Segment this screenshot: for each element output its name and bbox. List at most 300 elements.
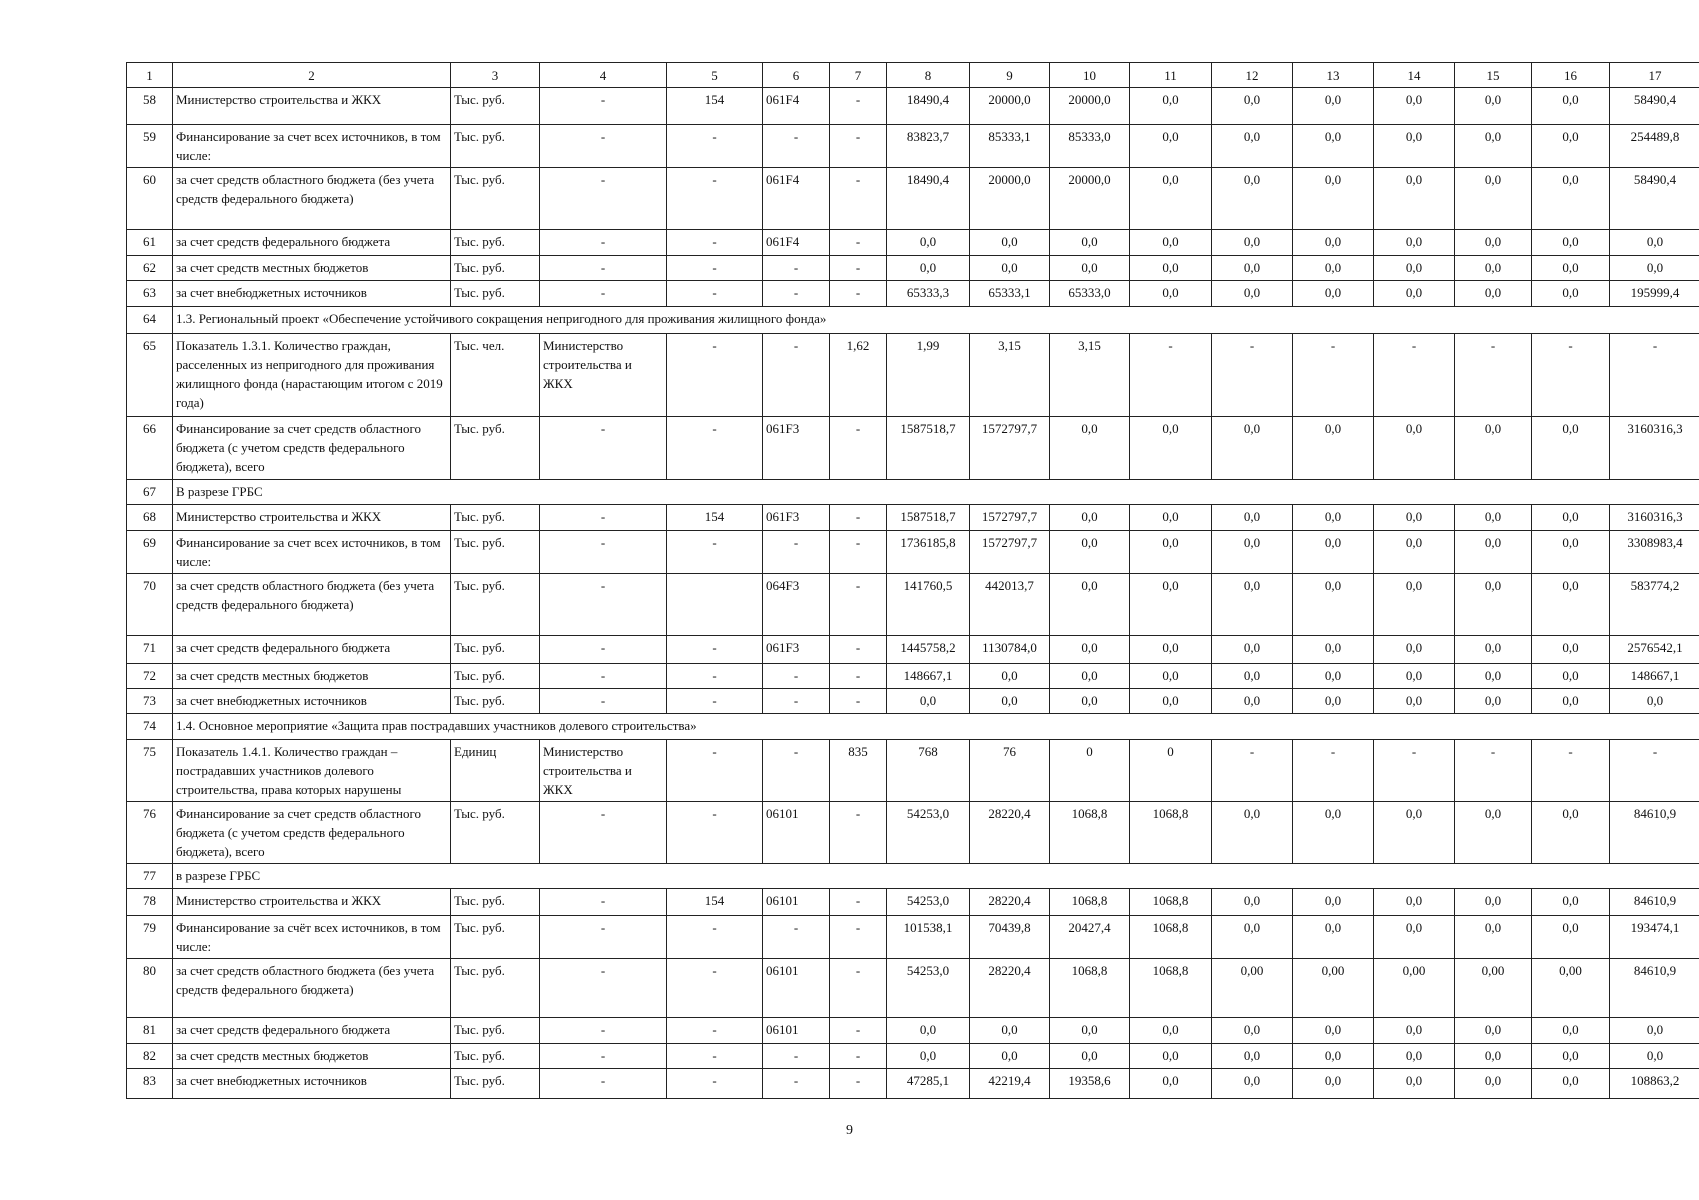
value-cell: 0,0 xyxy=(1532,574,1610,636)
value-cell: 0,0 xyxy=(1050,574,1130,636)
row-number: 69 xyxy=(127,531,173,574)
value-cell: 148667,1 xyxy=(887,664,970,689)
value-cell: 0,0 xyxy=(1050,417,1130,480)
value-cell: 0,0 xyxy=(1050,636,1130,664)
value-cell: 0,0 xyxy=(1130,531,1212,574)
column-number: 4 xyxy=(540,63,667,88)
page-number: 9 xyxy=(846,1123,853,1138)
value-cell: 101538,1 xyxy=(887,916,970,959)
value-cell: 54253,0 xyxy=(887,959,970,1018)
table-row xyxy=(127,636,1699,664)
row-description: Министерство строительства и ЖКХ xyxy=(173,505,451,531)
value-cell: 0,0 xyxy=(1130,1069,1212,1099)
row-description: за счет средств местных бюджетов xyxy=(173,256,451,281)
value-cell: - xyxy=(1610,740,1699,802)
unit-cell: Единиц xyxy=(451,740,540,802)
value-cell: 47285,1 xyxy=(887,1069,970,1099)
column-number: 9 xyxy=(970,63,1050,88)
column-number: 11 xyxy=(1130,63,1212,88)
value-cell: 154 xyxy=(667,889,763,916)
value-cell: 0,0 xyxy=(1455,574,1532,636)
table-row xyxy=(127,664,1699,689)
unit-cell: Тыс. руб. xyxy=(451,417,540,480)
value-cell: 1130784,0 xyxy=(970,636,1050,664)
value-cell: 0,0 xyxy=(970,256,1050,281)
value-cell: 0,0 xyxy=(1293,88,1374,125)
responsible-cell: - xyxy=(540,889,667,916)
code-cell: 06101 xyxy=(763,889,830,916)
value-cell: 0,0 xyxy=(1212,1018,1293,1044)
column-number: 5 xyxy=(667,63,763,88)
row-number: 64 xyxy=(127,307,173,334)
value-cell: 0,0 xyxy=(1455,505,1532,531)
code-cell: - xyxy=(763,1044,830,1069)
value-cell: 0,0 xyxy=(1532,689,1610,714)
value-cell: - xyxy=(1455,740,1532,802)
value-cell: 0,0 xyxy=(1293,168,1374,230)
value-cell: 0,0 xyxy=(1610,230,1699,256)
responsible-cell: - xyxy=(540,531,667,574)
code-cell: - xyxy=(763,125,830,168)
unit-cell: Тыс. руб. xyxy=(451,125,540,168)
value-cell: - xyxy=(830,1018,887,1044)
value-cell: 54253,0 xyxy=(887,802,970,864)
value-cell: 0,0 xyxy=(1455,168,1532,230)
value-cell: 0,0 xyxy=(1293,574,1374,636)
value-cell: 0,0 xyxy=(1455,88,1532,125)
value-cell: 0 xyxy=(1050,740,1130,802)
value-cell: 0,0 xyxy=(1293,636,1374,664)
row-description: Финансирование за счет всех источников, в том числе: xyxy=(173,125,451,168)
value-cell: 0,0 xyxy=(1532,1044,1610,1069)
section-row xyxy=(127,480,1699,505)
value-cell: - xyxy=(1374,334,1455,417)
row-description: Финансирование за счет средств областного бюджета (с учетом средств федерального бюджета), всего xyxy=(173,417,451,480)
value-cell: 0,0 xyxy=(1374,689,1455,714)
value-cell: 0,0 xyxy=(1374,916,1455,959)
value-cell: 0,0 xyxy=(1212,125,1293,168)
value-cell: 0,0 xyxy=(1374,531,1455,574)
table-row xyxy=(127,281,1699,307)
value-cell: 0,0 xyxy=(1130,125,1212,168)
value-cell: - xyxy=(830,256,887,281)
table-row xyxy=(127,889,1699,916)
value-cell: 0,0 xyxy=(1130,168,1212,230)
row-number: 67 xyxy=(127,480,173,505)
table-row xyxy=(127,740,1699,802)
value-cell: 0,00 xyxy=(1455,959,1532,1018)
value-cell: - xyxy=(830,664,887,689)
row-description: Показатель 1.3.1. Количество граждан, расселенных из непригодного для проживания жилищного фонда (нарастающим итогом с 2019 года) xyxy=(173,334,451,417)
value-cell: - xyxy=(667,1044,763,1069)
value-cell: 0,0 xyxy=(1050,689,1130,714)
value-cell: 42219,4 xyxy=(970,1069,1050,1099)
code-cell: 06101 xyxy=(763,959,830,1018)
value-cell: 0,0 xyxy=(1212,1044,1293,1069)
row-number: 73 xyxy=(127,689,173,714)
value-cell: - xyxy=(1532,740,1610,802)
table-row xyxy=(127,531,1699,574)
value-cell: 0,0 xyxy=(1374,636,1455,664)
row-number: 65 xyxy=(127,334,173,417)
responsible-cell: - xyxy=(540,689,667,714)
value-cell: - xyxy=(667,802,763,864)
value-cell: 0,0 xyxy=(1212,689,1293,714)
value-cell: 0,0 xyxy=(1455,664,1532,689)
responsible-cell: - xyxy=(540,125,667,168)
value-cell: 3160316,3 xyxy=(1610,417,1699,480)
value-cell: 0,0 xyxy=(1374,125,1455,168)
value-cell: 0,00 xyxy=(1293,959,1374,1018)
value-cell: 1068,8 xyxy=(1130,889,1212,916)
value-cell: - xyxy=(830,88,887,125)
value-cell: - xyxy=(830,916,887,959)
row-number: 63 xyxy=(127,281,173,307)
value-cell: 1,62 xyxy=(830,334,887,417)
value-cell: 0,0 xyxy=(1212,636,1293,664)
value-cell: - xyxy=(667,959,763,1018)
row-number: 80 xyxy=(127,959,173,1018)
row-number: 70 xyxy=(127,574,173,636)
column-number: 8 xyxy=(887,63,970,88)
value-cell: 0,0 xyxy=(1212,1069,1293,1099)
row-description: Министерство строительства и ЖКХ xyxy=(173,88,451,125)
responsible-cell: - xyxy=(540,417,667,480)
code-cell: - xyxy=(763,531,830,574)
responsible-cell: - xyxy=(540,636,667,664)
value-cell: 0,0 xyxy=(1532,916,1610,959)
value-cell: 20000,0 xyxy=(970,168,1050,230)
row-description: за счет средств областного бюджета (без учета средств федерального бюджета) xyxy=(173,574,451,636)
code-cell: 061F3 xyxy=(763,417,830,480)
row-description: за счет средств местных бюджетов xyxy=(173,1044,451,1069)
section-title: В разрезе ГРБС xyxy=(173,480,1699,505)
value-cell: 0,0 xyxy=(1532,417,1610,480)
value-cell: - xyxy=(667,1018,763,1044)
table-row xyxy=(127,1044,1699,1069)
code-cell: 061F4 xyxy=(763,168,830,230)
value-cell: 0,0 xyxy=(1532,802,1610,864)
value-cell: 0,0 xyxy=(1374,505,1455,531)
value-cell: 0,0 xyxy=(1374,230,1455,256)
code-cell: - xyxy=(763,256,830,281)
value-cell: 0,0 xyxy=(1212,505,1293,531)
table-row xyxy=(127,505,1699,531)
row-number: 78 xyxy=(127,889,173,916)
value-cell: 0,0 xyxy=(1374,256,1455,281)
section-row xyxy=(127,714,1699,740)
section-title: 1.3. Региональный проект «Обеспечение устойчивого сокращения непригодного для проживания жилищного фонда» xyxy=(173,307,1699,334)
value-cell: 0,0 xyxy=(1374,574,1455,636)
column-number: 7 xyxy=(830,63,887,88)
row-number: 68 xyxy=(127,505,173,531)
value-cell: - xyxy=(1532,334,1610,417)
responsible-cell: - xyxy=(540,664,667,689)
value-cell: 0,0 xyxy=(1130,1044,1212,1069)
value-cell: 0,0 xyxy=(1212,417,1293,480)
code-cell: 061F4 xyxy=(763,230,830,256)
value-cell: - xyxy=(830,505,887,531)
value-cell: 0,0 xyxy=(887,256,970,281)
responsible-cell: - xyxy=(540,168,667,230)
value-cell: - xyxy=(830,417,887,480)
value-cell: 0,0 xyxy=(1374,168,1455,230)
value-cell: 83823,7 xyxy=(887,125,970,168)
section-row xyxy=(127,864,1699,889)
column-number: 6 xyxy=(763,63,830,88)
value-cell: 0,0 xyxy=(1610,1018,1699,1044)
value-cell: - xyxy=(830,168,887,230)
value-cell: 154 xyxy=(667,88,763,125)
column-number: 3 xyxy=(451,63,540,88)
value-cell: 28220,4 xyxy=(970,802,1050,864)
value-cell: 0,0 xyxy=(1130,88,1212,125)
value-cell: 1572797,7 xyxy=(970,531,1050,574)
row-description: Финансирование за счет всех источников, в том числе: xyxy=(173,531,451,574)
row-number: 61 xyxy=(127,230,173,256)
row-description: Финансирование за счёт всех источников, в том числе: xyxy=(173,916,451,959)
table-row xyxy=(127,916,1699,959)
value-cell: 0,0 xyxy=(1374,88,1455,125)
code-cell: - xyxy=(763,740,830,802)
value-cell: 0,00 xyxy=(1212,959,1293,1018)
value-cell: 0,0 xyxy=(970,689,1050,714)
value-cell: 28220,4 xyxy=(970,889,1050,916)
value-cell: 0,0 xyxy=(1455,125,1532,168)
value-cell: 0,0 xyxy=(1212,256,1293,281)
value-cell: 0,0 xyxy=(1293,417,1374,480)
value-cell: 0,0 xyxy=(970,1044,1050,1069)
value-cell: 1068,8 xyxy=(1050,959,1130,1018)
row-number: 83 xyxy=(127,1069,173,1099)
responsible-cell: - xyxy=(540,230,667,256)
unit-cell: Тыс. руб. xyxy=(451,88,540,125)
table-row xyxy=(127,256,1699,281)
value-cell: 3,15 xyxy=(970,334,1050,417)
value-cell: 20000,0 xyxy=(1050,88,1130,125)
value-cell: 1068,8 xyxy=(1130,802,1212,864)
responsible-cell: Министерство строительства и ЖКХ xyxy=(540,740,667,802)
value-cell: 84610,9 xyxy=(1610,802,1699,864)
row-number: 76 xyxy=(127,802,173,864)
responsible-cell: - xyxy=(540,574,667,636)
value-cell: 0 xyxy=(1130,740,1212,802)
value-cell: - xyxy=(667,1069,763,1099)
value-cell: - xyxy=(830,636,887,664)
value-cell: 0,0 xyxy=(1212,916,1293,959)
value-cell: 1587518,7 xyxy=(887,417,970,480)
value-cell: 0,0 xyxy=(1610,1044,1699,1069)
value-cell: 1,99 xyxy=(887,334,970,417)
value-cell: 54253,0 xyxy=(887,889,970,916)
value-cell: 0,0 xyxy=(1050,230,1130,256)
section-title: в разрезе ГРБС xyxy=(173,864,1699,889)
value-cell: - xyxy=(830,889,887,916)
value-cell: 0,00 xyxy=(1532,959,1610,1018)
value-cell: 442013,7 xyxy=(970,574,1050,636)
responsible-cell: - xyxy=(540,256,667,281)
value-cell: - xyxy=(667,334,763,417)
value-cell: 0,0 xyxy=(1532,88,1610,125)
value-cell: - xyxy=(1212,740,1293,802)
value-cell: 0,0 xyxy=(1130,505,1212,531)
value-cell: - xyxy=(667,417,763,480)
table-row xyxy=(127,125,1699,168)
value-cell: 65333,3 xyxy=(887,281,970,307)
row-description: за счет средств областного бюджета (без учета средств федерального бюджета) xyxy=(173,959,451,1018)
row-description: за счет средств федерального бюджета xyxy=(173,636,451,664)
value-cell: - xyxy=(1293,334,1374,417)
unit-cell: Тыс. руб. xyxy=(451,664,540,689)
value-cell: 1572797,7 xyxy=(970,417,1050,480)
value-cell: 58490,4 xyxy=(1610,168,1699,230)
unit-cell: Тыс. руб. xyxy=(451,281,540,307)
unit-cell: Тыс. руб. xyxy=(451,505,540,531)
value-cell: 0,0 xyxy=(1532,1018,1610,1044)
value-cell: 0,0 xyxy=(1130,1018,1212,1044)
row-number: 60 xyxy=(127,168,173,230)
code-cell: 06101 xyxy=(763,802,830,864)
value-cell: 0,0 xyxy=(1374,664,1455,689)
value-cell: 0,0 xyxy=(1293,916,1374,959)
value-cell: - xyxy=(667,125,763,168)
value-cell: 70439,8 xyxy=(970,916,1050,959)
row-number: 62 xyxy=(127,256,173,281)
code-cell: 061F3 xyxy=(763,636,830,664)
unit-cell: Тыс. руб. xyxy=(451,1044,540,1069)
value-cell: - xyxy=(667,256,763,281)
value-cell: 3,15 xyxy=(1050,334,1130,417)
unit-cell: Тыс. руб. xyxy=(451,689,540,714)
value-cell: 85333,1 xyxy=(970,125,1050,168)
value-cell: 58490,4 xyxy=(1610,88,1699,125)
value-cell: - xyxy=(667,531,763,574)
code-cell: - xyxy=(763,916,830,959)
row-number: 59 xyxy=(127,125,173,168)
value-cell: 0,0 xyxy=(1293,281,1374,307)
row-number: 71 xyxy=(127,636,173,664)
value-cell: 0,0 xyxy=(1212,664,1293,689)
value-cell: 18490,4 xyxy=(887,168,970,230)
responsible-cell: - xyxy=(540,959,667,1018)
code-cell: - xyxy=(763,281,830,307)
table-row xyxy=(127,574,1699,636)
code-cell: - xyxy=(763,664,830,689)
code-cell: 06101 xyxy=(763,1018,830,1044)
value-cell: 65333,1 xyxy=(970,281,1050,307)
value-cell: - xyxy=(667,740,763,802)
value-cell: 1587518,7 xyxy=(887,505,970,531)
value-cell: 0,0 xyxy=(1455,1044,1532,1069)
value-cell: 0,00 xyxy=(1374,959,1455,1018)
value-cell: 835 xyxy=(830,740,887,802)
value-cell: - xyxy=(830,281,887,307)
responsible-cell: - xyxy=(540,916,667,959)
code-cell: 064F3 xyxy=(763,574,830,636)
value-cell: 0,0 xyxy=(1455,230,1532,256)
value-cell: 0,0 xyxy=(1532,256,1610,281)
value-cell: 1068,8 xyxy=(1050,802,1130,864)
value-cell: 0,0 xyxy=(1130,417,1212,480)
responsible-cell: - xyxy=(540,1044,667,1069)
value-cell: 28220,4 xyxy=(970,959,1050,1018)
unit-cell: Тыс. руб. xyxy=(451,916,540,959)
value-cell: - xyxy=(830,959,887,1018)
row-number: 75 xyxy=(127,740,173,802)
value-cell: 0,0 xyxy=(1293,125,1374,168)
value-cell: 0,0 xyxy=(1455,256,1532,281)
value-cell: 0,0 xyxy=(1293,531,1374,574)
value-cell: 154 xyxy=(667,505,763,531)
value-cell: 0,0 xyxy=(970,230,1050,256)
table-row xyxy=(127,802,1699,864)
row-number: 79 xyxy=(127,916,173,959)
value-cell: 0,0 xyxy=(1050,664,1130,689)
value-cell: 0,0 xyxy=(1374,1018,1455,1044)
unit-cell: Тыс. руб. xyxy=(451,889,540,916)
value-cell: 0,0 xyxy=(1374,1044,1455,1069)
value-cell: 148667,1 xyxy=(1610,664,1699,689)
value-cell: 0,0 xyxy=(1293,664,1374,689)
table-row xyxy=(127,88,1699,125)
value-cell: 0,0 xyxy=(1532,168,1610,230)
value-cell: 76 xyxy=(970,740,1050,802)
value-cell: - xyxy=(830,125,887,168)
section-row xyxy=(127,307,1699,334)
code-cell: 061F3 xyxy=(763,505,830,531)
unit-cell: Тыс. руб. xyxy=(451,256,540,281)
value-cell: 0,0 xyxy=(1130,664,1212,689)
row-description: за счет внебюджетных источников xyxy=(173,281,451,307)
value-cell: 0,0 xyxy=(887,689,970,714)
value-cell: 0,0 xyxy=(1050,1044,1130,1069)
row-description: Финансирование за счет средств областного бюджета (с учетом средств федерального бюджета), всего xyxy=(173,802,451,864)
value-cell: - xyxy=(667,168,763,230)
value-cell: 0,0 xyxy=(1455,636,1532,664)
value-cell: 0,0 xyxy=(1212,168,1293,230)
responsible-cell: - xyxy=(540,505,667,531)
value-cell: 0,0 xyxy=(1610,689,1699,714)
value-cell: - xyxy=(1455,334,1532,417)
row-number: 72 xyxy=(127,664,173,689)
value-cell: 0,0 xyxy=(1130,689,1212,714)
value-cell: 195999,4 xyxy=(1610,281,1699,307)
value-cell: 1445758,2 xyxy=(887,636,970,664)
value-cell: 0,0 xyxy=(1374,417,1455,480)
value-cell: - xyxy=(667,230,763,256)
code-cell: 061F4 xyxy=(763,88,830,125)
value-cell: 0,0 xyxy=(1130,574,1212,636)
unit-cell: Тыс. руб. xyxy=(451,636,540,664)
value-cell: 0,0 xyxy=(1050,256,1130,281)
value-cell: 3160316,3 xyxy=(1610,505,1699,531)
value-cell: 0,0 xyxy=(1374,281,1455,307)
table-row xyxy=(127,1018,1699,1044)
row-number: 74 xyxy=(127,714,173,740)
table-row xyxy=(127,230,1699,256)
value-cell: 0,0 xyxy=(1212,531,1293,574)
value-cell: 0,0 xyxy=(1212,802,1293,864)
value-cell: 0,0 xyxy=(1374,1069,1455,1099)
unit-cell: Тыс. руб. xyxy=(451,168,540,230)
value-cell: 0,0 xyxy=(1212,230,1293,256)
value-cell: - xyxy=(667,636,763,664)
value-cell: 0,0 xyxy=(1532,125,1610,168)
value-cell: 0,0 xyxy=(1293,1044,1374,1069)
code-cell: - xyxy=(763,334,830,417)
column-number: 14 xyxy=(1374,63,1455,88)
value-cell: 0,0 xyxy=(970,664,1050,689)
